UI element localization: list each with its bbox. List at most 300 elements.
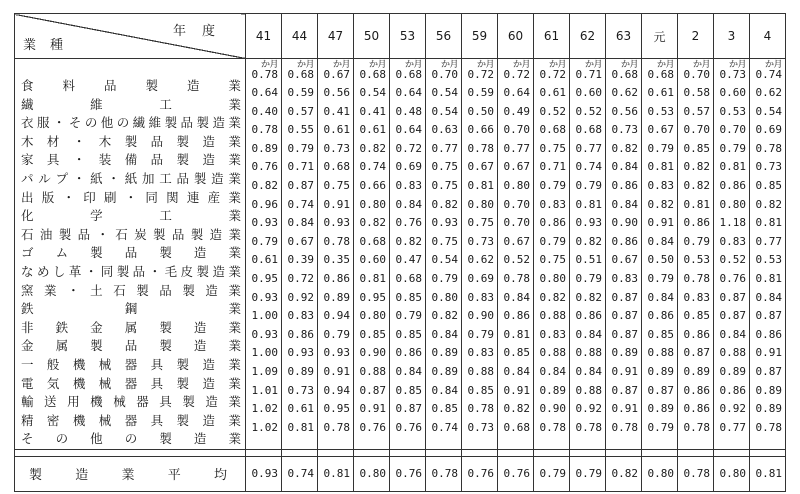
value-cell: 0.88 [647,346,674,360]
industry-name: 金 属 製 品 製 造 業 [21,338,241,354]
year-header-cell: 41 [246,14,282,59]
average-value-cell: 0.78 [426,456,462,491]
value-cell: 0.63 [431,123,458,137]
value-cell: 0.72 [503,68,530,81]
year-value-column [498,59,534,450]
value-cell: 0.82 [395,234,422,248]
value-cell: 0.84 [503,290,530,304]
value-cell: 0.89 [251,141,278,155]
value-cell: 0.78 [683,272,710,286]
spacer-cell [354,449,390,456]
value-cell: 0.91 [503,383,530,397]
unit-label: か月 [584,60,602,70]
value-cell: 0.78 [467,141,494,155]
value-cell: 0.91 [359,402,386,416]
value-cell: 1.09 [251,365,278,378]
value-cell: 0.93 [251,327,278,341]
value-cell: 0.68 [359,68,386,81]
value-cell: 0.50 [647,253,674,267]
industry-name: 繊 維 工 業 [21,96,241,112]
average-value-cell: 0.82 [606,456,642,491]
value-cell: 0.89 [323,290,350,304]
value-cell: 0.79 [647,272,674,286]
value-cell: 0.54 [359,86,386,100]
value-cell: 0.68 [575,123,602,137]
value-cell: 0.95 [359,290,386,304]
value-cell: 0.82 [575,290,602,304]
manufacturing-average-row [15,456,786,491]
value-cell: 0.71 [287,160,314,174]
value-cell: 0.85 [755,179,782,193]
average-value-cell: 0.80 [714,456,750,491]
value-cell: 0.79 [287,141,314,155]
value-cell: 0.68 [395,68,422,81]
spacer-cell [750,449,786,456]
spacer-cell [678,449,714,456]
year-value-column [642,59,678,450]
value-cell: 0.83 [683,290,710,304]
value-cell: 0.79 [719,141,746,155]
value-cell: 0.79 [431,272,458,286]
year-value-column [570,59,606,450]
value-cell: 0.81 [359,272,386,286]
value-cell: 0.87 [647,383,674,397]
value-cell: 0.79 [539,179,566,193]
year-header-cell: 60 [498,14,534,59]
value-cell: 0.84 [539,365,566,378]
value-cell: 0.87 [683,346,710,360]
value-cell: 0.52 [503,253,530,267]
value-cell: 0.86 [323,272,350,286]
value-cell: 0.60 [359,253,386,267]
value-cell: 0.82 [755,197,782,211]
value-cell: 0.76 [395,216,422,230]
value-cell: 0.82 [647,197,674,211]
value-cell: 0.73 [323,141,350,155]
spacer-cell [570,449,606,456]
value-cell: 1.00 [251,309,278,323]
value-cell: 0.83 [467,290,494,304]
year-header-cell: 4 [750,14,786,59]
value-cell: 0.78 [611,420,638,434]
unit-label: か月 [656,60,674,70]
value-cell: 0.84 [287,216,314,230]
year-header-cell: 59 [462,14,498,59]
year-value-column [606,59,642,450]
value-cell: 0.89 [539,383,566,397]
value-cell: 0.72 [287,272,314,286]
value-cell: 0.84 [395,365,422,378]
value-cell: 0.62 [755,86,782,100]
value-cell: 0.70 [503,123,530,137]
year-header-cell: 3 [714,14,750,59]
average-label-cell [15,456,246,491]
value-cell: 0.70 [683,123,710,137]
value-cell: 0.61 [287,402,314,416]
value-cell: 0.93 [251,216,278,230]
value-cell: 0.80 [539,272,566,286]
value-cell: 0.87 [611,309,638,323]
value-cell: 0.67 [611,253,638,267]
year-value-column [678,59,714,450]
industry-name: 鉄 鋼 業 [21,301,241,317]
value-cell: 0.87 [287,179,314,193]
unit-label: か月 [692,60,710,70]
value-cell: 0.81 [467,179,494,193]
value-cell: 0.86 [575,309,602,323]
value-cell: 0.85 [395,327,422,341]
unit-label: か月 [512,60,530,70]
value-cell: 0.73 [611,123,638,137]
industry-name: 非 鉄 金 属 製 造 業 [21,319,241,335]
value-cell: 0.88 [575,383,602,397]
spacer-cell [426,449,462,456]
value-cell: 0.73 [719,68,746,81]
average-label: 製 造 業 平 均 [29,468,227,484]
value-cell: 0.52 [575,104,602,118]
value-cell: 0.56 [323,86,350,100]
value-cell: 0.84 [647,234,674,248]
value-cell: 0.39 [287,253,314,267]
value-cell: 0.77 [431,141,458,155]
value-cell: 0.56 [611,104,638,118]
value-cell: 0.79 [467,327,494,341]
year-value-column [750,59,786,450]
value-cell: 0.86 [611,179,638,193]
value-cell: 0.86 [719,383,746,397]
industry-header-label: 業種 [23,38,78,53]
year-value-column [354,59,390,450]
value-cell: 0.85 [503,346,530,360]
bonus-months-table [14,13,786,492]
value-cell: 0.76 [395,420,422,434]
value-cell: 0.83 [467,346,494,360]
value-cell: 0.90 [611,216,638,230]
value-cell: 0.61 [323,123,350,137]
value-cell: 0.90 [359,346,386,360]
year-value-column [714,59,750,450]
value-cell: 0.53 [683,253,710,267]
value-cell: 0.78 [323,234,350,248]
year-value-column [246,59,282,450]
spacer-cell [462,449,498,456]
value-cell: 0.88 [539,309,566,323]
value-cell: 0.80 [719,197,746,211]
value-cell: 0.66 [467,123,494,137]
value-cell: 0.81 [683,197,710,211]
value-cell: 0.84 [395,197,422,211]
value-cell: 0.83 [539,327,566,341]
unit-label: か月 [260,60,278,70]
value-cell: 0.76 [251,160,278,174]
value-cell: 0.86 [683,327,710,341]
spacer-cell [246,449,282,456]
value-cell: 0.66 [359,179,386,193]
value-cell: 0.85 [359,327,386,341]
value-cell: 0.71 [575,68,602,81]
value-cell: 0.83 [395,179,422,193]
value-cell: 0.84 [431,383,458,397]
value-cell: 0.82 [503,402,530,416]
value-cell: 0.91 [323,365,350,378]
value-cell: 0.68 [647,68,674,81]
value-cell: 0.40 [251,104,278,118]
value-cell: 0.87 [719,290,746,304]
year-value-column [282,59,318,450]
value-cell: 0.84 [575,365,602,378]
value-cell: 0.87 [719,309,746,323]
value-cell: 0.82 [431,309,458,323]
value-cell: 0.41 [323,104,350,118]
value-cell: 0.89 [755,383,782,397]
value-cell: 0.83 [647,179,674,193]
value-cell: 0.83 [539,197,566,211]
year-header-cell: 56 [426,14,462,59]
value-cell: 0.48 [395,104,422,118]
value-cell: 0.78 [755,141,782,155]
unit-label: か月 [440,60,458,70]
industry-names-column [15,59,246,450]
value-cell: 0.80 [503,179,530,193]
unit-label: か月 [296,60,314,70]
value-cell: 0.82 [575,234,602,248]
value-cell: 0.89 [647,402,674,416]
industry-name: 出 版 ・ 印 刷 ・ 同 関 連 産 業 [21,189,241,205]
value-cell: 0.67 [503,234,530,248]
value-cell: 0.90 [467,309,494,323]
header-corner-cell [15,14,246,59]
value-cell: 0.70 [719,123,746,137]
value-cell: 0.77 [575,141,602,155]
year-value-column [318,59,354,450]
value-cell: 0.64 [395,86,422,100]
value-cell: 0.84 [611,160,638,174]
value-cell: 0.87 [755,309,782,323]
value-cell: 0.79 [575,179,602,193]
value-cell: 0.54 [431,253,458,267]
value-cell: 0.92 [719,402,746,416]
value-cell: 0.86 [287,327,314,341]
value-cell: 0.61 [251,253,278,267]
value-cell: 1.02 [251,402,278,416]
value-cell: 0.94 [323,383,350,397]
industry-name: な め し 革 ・ 同 製 品 ・ 毛 皮 製 造 業 [21,263,241,279]
average-value-cell: 0.78 [678,456,714,491]
value-cell: 0.77 [719,420,746,434]
value-cell: 0.73 [467,234,494,248]
year-value-column [390,59,426,450]
year-value-column [426,59,462,450]
value-cell: 0.76 [719,272,746,286]
value-cell: 0.87 [611,327,638,341]
industry-name: ゴ ム 製 品 製 造 業 [21,245,241,261]
unit-label: か月 [368,60,386,70]
value-cell: 0.88 [359,365,386,378]
value-cell: 0.67 [287,234,314,248]
value-cell: 0.75 [539,141,566,155]
value-cell: 0.84 [431,327,458,341]
year-value-column [462,59,498,450]
value-cell: 0.89 [611,346,638,360]
value-cell: 1.00 [251,346,278,360]
value-cell: 0.86 [503,309,530,323]
value-cell: 0.78 [323,420,350,434]
value-cell: 0.80 [467,197,494,211]
value-cell: 0.85 [683,141,710,155]
average-value-cell: 0.76 [462,456,498,491]
value-cell: 0.84 [575,327,602,341]
spacer-cell [714,449,750,456]
value-cell: 0.58 [683,86,710,100]
value-cell: 0.86 [719,179,746,193]
value-cell: 0.82 [359,141,386,155]
value-cell: 1.02 [251,420,278,434]
value-cell: 0.91 [611,365,638,378]
value-cell: 0.93 [431,216,458,230]
value-cell: 0.79 [323,327,350,341]
value-cell: 0.85 [647,327,674,341]
value-cell: 0.75 [431,234,458,248]
value-cell: 0.83 [719,234,746,248]
value-cell: 0.89 [431,365,458,378]
year-header-cell: 63 [606,14,642,59]
value-cell: 0.82 [431,197,458,211]
unit-label: か月 [332,60,350,70]
value-cell: 0.61 [359,123,386,137]
value-cell: 0.86 [683,402,710,416]
value-cell: 0.70 [503,197,530,211]
value-cell: 0.60 [575,86,602,100]
value-cell: 0.61 [647,86,674,100]
value-cell: 0.75 [431,160,458,174]
value-cell: 0.57 [287,104,314,118]
value-cell: 0.52 [719,253,746,267]
header-row [15,14,786,59]
value-cell: 0.78 [755,420,782,434]
value-cell: 0.59 [467,86,494,100]
value-cell: 0.95 [323,402,350,416]
value-cell: 0.85 [395,383,422,397]
value-cell: 0.88 [719,346,746,360]
value-cell: 0.93 [287,346,314,360]
value-cell: 0.72 [467,68,494,81]
value-cell: 0.91 [755,346,782,360]
average-value-cell: 0.76 [390,456,426,491]
value-cell: 0.53 [755,253,782,267]
value-cell: 0.86 [395,346,422,360]
value-cell: 0.78 [251,123,278,137]
value-cell: 0.82 [539,290,566,304]
value-cell: 0.81 [575,197,602,211]
unit-label: か月 [620,60,638,70]
value-cell: 0.87 [611,383,638,397]
value-cell: 0.86 [539,216,566,230]
value-cell: 0.83 [611,272,638,286]
value-cell: 0.67 [503,160,530,174]
unit-label: か月 [764,60,782,70]
value-cell: 0.75 [431,179,458,193]
unit-label: か月 [728,60,746,70]
year-header-cell: 50 [354,14,390,59]
value-cell: 0.74 [359,160,386,174]
value-cell: 0.86 [611,234,638,248]
value-cell: 0.62 [611,86,638,100]
value-cell: 0.96 [251,197,278,211]
value-cell: 0.82 [683,160,710,174]
average-value-cell: 0.79 [570,456,606,491]
value-cell: 0.89 [431,346,458,360]
value-cell: 0.79 [251,234,278,248]
value-cell: 0.72 [539,68,566,81]
value-cell: 0.92 [575,402,602,416]
value-cell: 0.64 [503,86,530,100]
value-cell: 0.59 [287,86,314,100]
value-cell: 0.75 [539,253,566,267]
value-cell: 0.78 [251,68,278,81]
average-value-cell: 0.93 [246,456,282,491]
industry-name: 家 具 ・ 装 備 品 製 造 業 [21,152,241,168]
value-cell: 0.84 [647,290,674,304]
average-value-cell: 0.76 [498,456,534,491]
value-cell: 0.93 [251,290,278,304]
value-cell: 0.76 [359,420,386,434]
value-cell: 0.79 [683,234,710,248]
value-cell: 0.82 [683,179,710,193]
value-cell: 0.81 [755,272,782,286]
value-cell: 0.86 [647,309,674,323]
value-cell: 0.81 [647,160,674,174]
value-cell: 0.80 [359,197,386,211]
industry-name: 窯 業 ・ 土 石 製 品 製 造 業 [21,282,241,298]
value-cell: 0.57 [683,104,710,118]
industry-name: 一 般 機 械 器 具 製 造 業 [21,356,241,372]
value-cell: 0.35 [323,253,350,267]
value-cell: 0.51 [575,253,602,267]
value-cell: 0.78 [539,420,566,434]
spacer-cell [15,449,246,456]
year-header-cell: 62 [570,14,606,59]
value-cell: 0.53 [647,104,674,118]
industry-rows-block [15,59,786,450]
value-cell: 1.01 [251,383,278,397]
value-cell: 0.89 [719,365,746,378]
industry-name: パ ル プ ・ 紙 ・ 紙 加 工 品 製 造 業 [21,170,241,186]
value-cell: 0.73 [287,383,314,397]
value-cell: 0.77 [503,141,530,155]
value-cell: 0.55 [287,123,314,137]
value-cell: 0.90 [539,402,566,416]
value-cell: 0.67 [647,123,674,137]
value-cell: 0.61 [539,86,566,100]
average-value-cell: 0.81 [318,456,354,491]
value-cell: 0.70 [683,68,710,81]
value-cell: 0.87 [611,290,638,304]
value-cell: 0.87 [359,383,386,397]
value-cell: 0.47 [395,253,422,267]
value-cell: 0.91 [611,402,638,416]
value-cell: 0.73 [467,420,494,434]
spacer-cell [498,449,534,456]
value-cell: 0.69 [395,160,422,174]
value-cell: 0.82 [359,216,386,230]
value-cell: 0.92 [287,290,314,304]
average-value-cell: 0.80 [642,456,678,491]
value-cell: 0.53 [719,104,746,118]
spacer-cell [642,449,678,456]
value-cell: 1.18 [719,216,746,230]
year-header-cell: 2 [678,14,714,59]
value-cell: 0.68 [539,123,566,137]
